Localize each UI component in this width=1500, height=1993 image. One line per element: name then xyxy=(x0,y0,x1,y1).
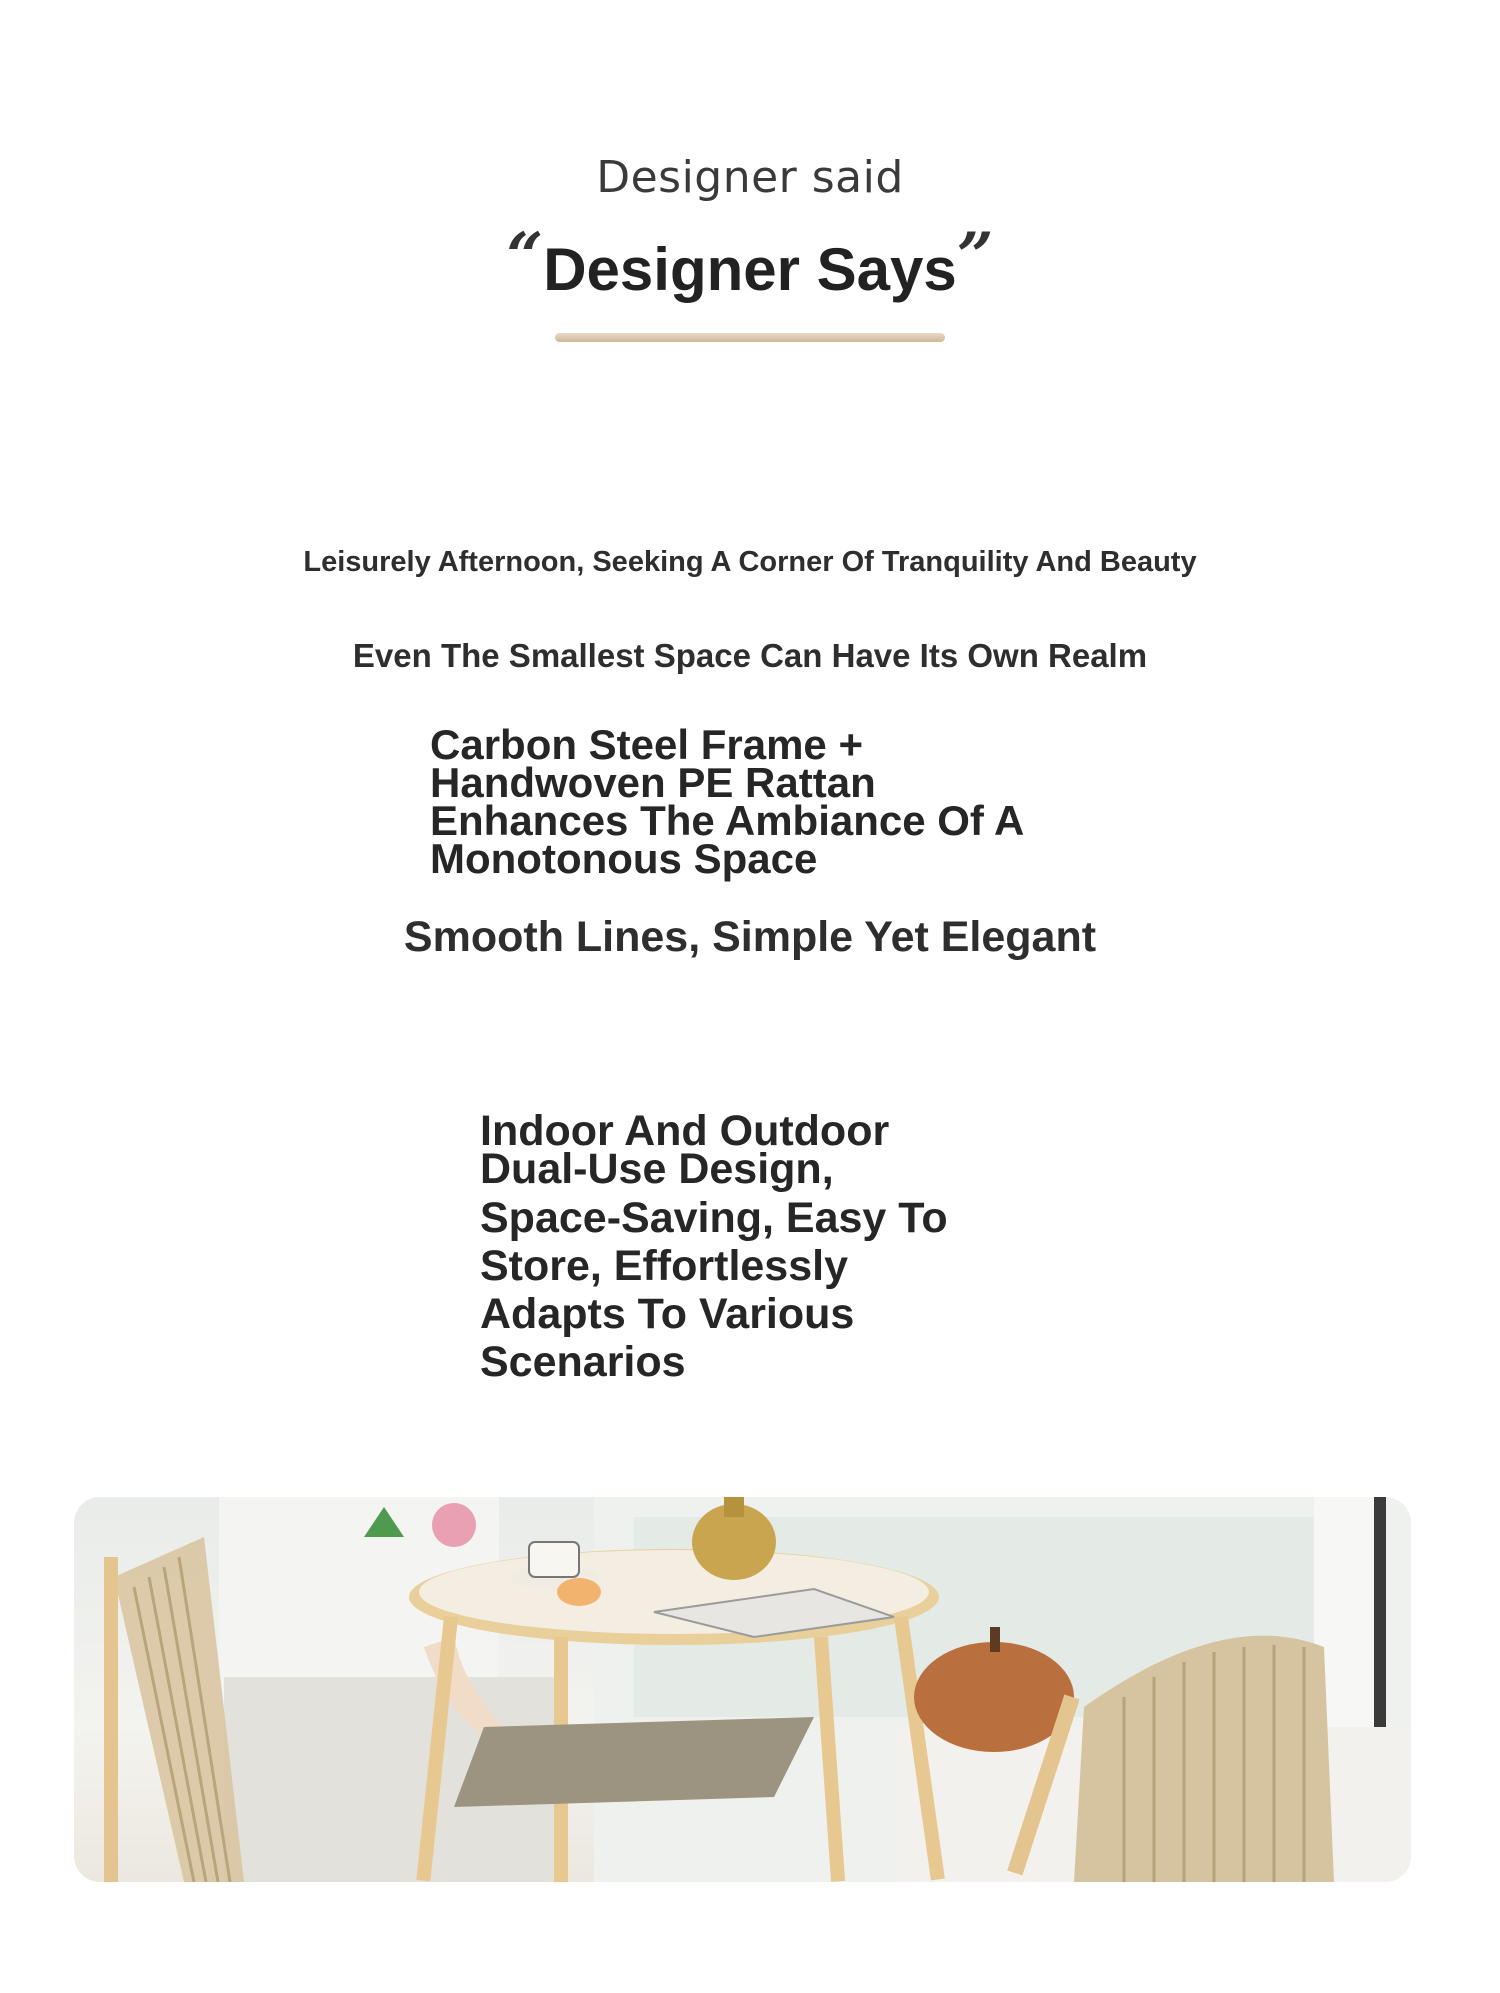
under-seat xyxy=(454,1717,814,1807)
usage-line: Dual-Use Design, xyxy=(480,1145,834,1193)
tagline-3: Smooth Lines, Simple Yet Elegant xyxy=(403,913,1097,961)
usage-line: Indoor And Outdoor xyxy=(480,1107,890,1155)
usage-line: Scenarios xyxy=(480,1338,686,1386)
usage-line: Adapts To Various xyxy=(480,1290,855,1338)
material-line: Enhances The Ambiance Of A xyxy=(430,797,1025,844)
usage-description xyxy=(480,1107,948,1386)
section-title-wrap xyxy=(0,219,1500,310)
section-subtitle: Designer said xyxy=(596,152,904,203)
material-line: Carbon Steel Frame + xyxy=(430,721,863,768)
cupcake xyxy=(557,1578,601,1606)
cup xyxy=(529,1542,579,1577)
tagline-1: Leisurely Afternoon, Seeking A Corner Of Tranquility And Beauty xyxy=(303,546,1197,578)
material-line: Monotonous Space xyxy=(430,835,818,882)
section-title xyxy=(496,219,1003,310)
material-line: Handwoven PE Rattan xyxy=(430,759,876,806)
pumpkin-pillow xyxy=(914,1642,1074,1752)
left-chair-leg xyxy=(104,1557,118,1882)
close-quote-icon: ” xyxy=(956,219,994,294)
shirt-print-face xyxy=(432,1503,476,1547)
product-photo xyxy=(74,1497,1411,1882)
open-quote-icon: “ xyxy=(506,219,544,294)
product-photo-illustration xyxy=(74,1497,1411,1882)
usage-line: Space-Saving, Easy To xyxy=(480,1194,948,1242)
section-title-text: Designer Says xyxy=(543,236,957,303)
title-underline xyxy=(555,333,945,342)
vase-neck xyxy=(724,1497,744,1517)
usage-line: Store, Effortlessly xyxy=(480,1242,848,1290)
material-description xyxy=(430,721,1025,882)
pumpkin-stem xyxy=(990,1627,1000,1652)
tagline-2: Even The Smallest Space Can Have Its Own Realm xyxy=(352,637,1148,674)
